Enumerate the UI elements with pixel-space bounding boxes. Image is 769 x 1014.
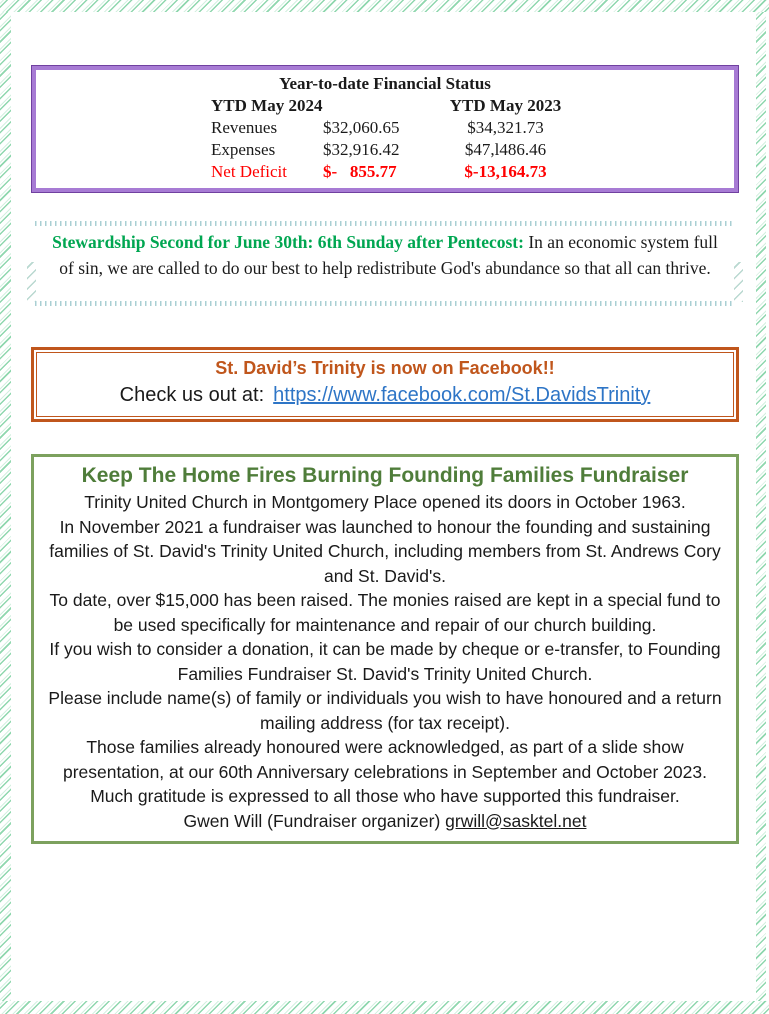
page-border-hatch-left <box>0 12 11 1001</box>
dotted-divider-top <box>35 221 735 226</box>
facebook-link[interactable]: https://www.facebook.com/St.DavidsTrinity <box>273 384 651 406</box>
column-header-ytd-2024: YTD May 2024 <box>211 96 323 115</box>
fundraiser-paragraph: If you wish to consider a donation, it can be made by cheque or e-transfer, to Founding Families Fundraiser St. David's Trinity United Church. <box>49 639 721 684</box>
row-label: Net Deficit <box>211 162 287 181</box>
fundraiser-box <box>31 454 739 844</box>
fundraiser-paragraph: Please include name(s) of family or individuals you wish to have honoured and a return mailing address (for tax receipt). <box>48 688 722 733</box>
value-ytd-2023: $47,l486.46 <box>464 140 547 159</box>
facebook-box <box>31 347 739 422</box>
financial-status-inner <box>32 66 738 192</box>
fundraiser-paragraph: Trinity United Church in Montgomery Place opened its doors in October 1963. <box>84 492 686 512</box>
fundraiser-contact-prefix: Gwen Will (Fundraiser organizer) <box>183 810 446 831</box>
stewardship-note <box>31 218 739 306</box>
financial-row-net-deficit <box>211 161 734 183</box>
value-ytd-2023: $-13,164.73 <box>464 162 547 181</box>
value-ytd-2024: $- 855.77 <box>323 162 397 181</box>
facebook-box-inner <box>36 352 734 417</box>
side-hatch-right-icon <box>734 262 743 302</box>
value-ytd-2024: $32,916.42 <box>323 140 400 159</box>
page-border-hatch-bottom <box>0 1001 769 1014</box>
stewardship-text <box>49 229 721 281</box>
value-ytd-2024: $32,060.65 <box>323 118 400 137</box>
stewardship-heading: Stewardship Second for June 30th: 6th Sunday after Pentecost: <box>52 232 524 252</box>
fundraiser-email-link[interactable]: grwill@sasktel.net <box>445 810 587 831</box>
column-header-ytd-2023: YTD May 2023 <box>449 96 562 115</box>
financial-column-headers <box>211 95 734 117</box>
facebook-prompt: Check us out at: <box>119 384 265 406</box>
facebook-heading: St. David’s Trinity is now on Facebook!! <box>215 358 555 378</box>
page-border-hatch-right <box>756 12 766 1001</box>
financial-status-box <box>31 65 739 193</box>
fundraiser-paragraph: In November 2021 a fundraiser was launched to honour the founding and sustaining families of St. David's Trinity United Church, including members from St. Andrews Cory and St. David's. <box>49 516 721 586</box>
page-border-hatch-top <box>0 0 769 12</box>
fundraiser-contact-line <box>44 809 726 834</box>
financial-row-expenses <box>211 139 734 161</box>
dotted-divider-bottom <box>35 301 735 306</box>
stewardship-body: In an economic system full of sin, we are called to do our best to help redistribute God's abundance so that all can thrive. <box>59 232 718 278</box>
fundraiser-title: Keep The Home Fires Burning Founding Families Fundraiser <box>81 464 689 487</box>
financial-row-revenues <box>211 117 734 139</box>
side-hatch-left-icon <box>27 262 36 302</box>
fundraiser-paragraph: Much gratitude is expressed to all those who have supported this fundraiser. <box>90 786 680 806</box>
fundraiser-paragraph: To date, over $15,000 has been raised. The monies raised are kept in a special fund to be used specifically for maintenance and repair of our church building. <box>49 590 721 635</box>
value-ytd-2023: $34,321.73 <box>467 118 544 137</box>
financial-title: Year-to-date Financial Status <box>279 74 491 93</box>
row-label: Expenses <box>211 140 276 159</box>
facebook-line <box>47 381 723 410</box>
row-label: Revenues <box>211 118 278 137</box>
fundraiser-paragraph: Those families already honoured were acknowledged, as part of a slide show presentation, at our 60th Anniversary celebrations in September and October 2023. <box>62 737 707 782</box>
